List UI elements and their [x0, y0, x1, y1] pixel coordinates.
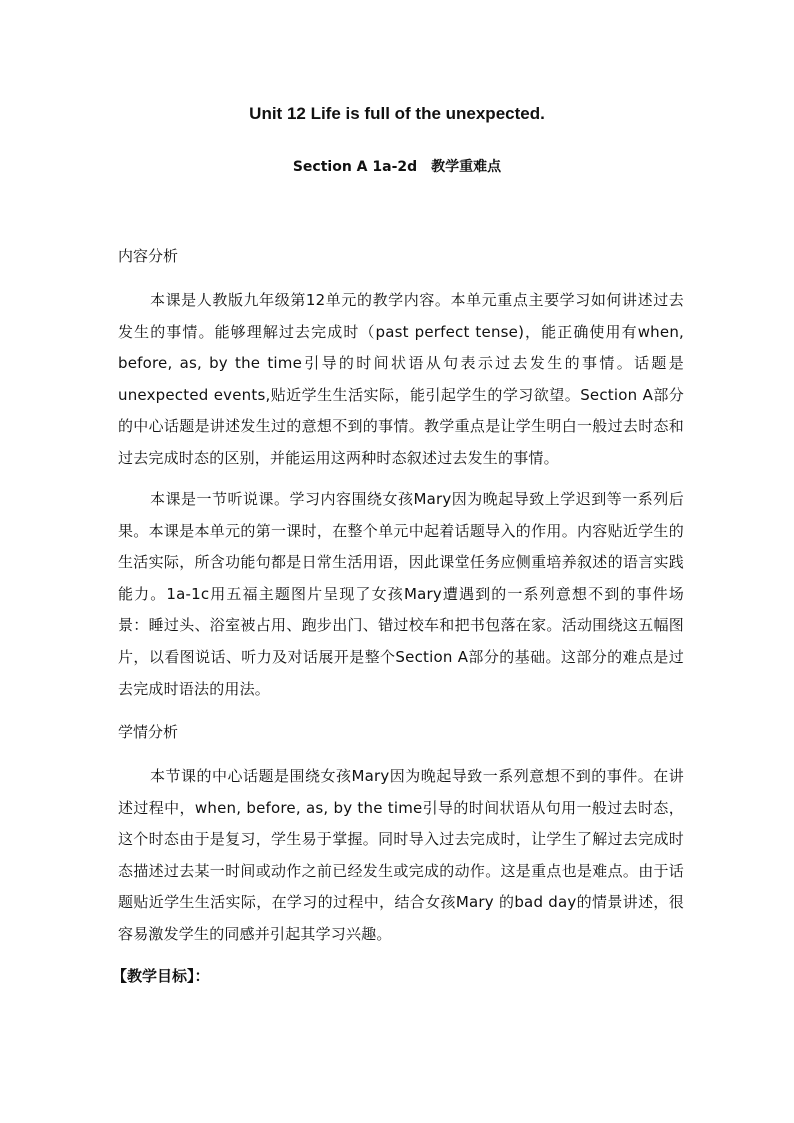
section-heading-student-analysis: 学情分析 [118, 723, 179, 741]
section-heading-content-analysis: 内容分析 [118, 247, 179, 265]
teaching-goals-heading: 【教学目标】： [112, 967, 210, 985]
paragraph-content-analysis-2: 本课是一节听说课。学习内容围绕女孩Mary因为晚起导致上学迟到等一系列后果。本课是本单元的第一课时，在整个单元中起着话题导入的作用。内容贴近学生的生活实际，所含功能句都是日常生活用语，因此课堂任务应侧重培养叙述的语言实践能力。1a-1c用五福主题图片呈现了女孩Mary遭遇到的一系列意想不到的事件场景：睡过头、浴室被占用、跑步出门、错过校车和把书包落在家。活动围绕这五幅图片，以看图说话、听力及对话展开是整个Section A部分的基础。这部分的难点是过去完成时语法的用法。 [118, 490, 684, 698]
document-title: Unit 12 Life is full of the unexpected. [249, 104, 545, 123]
document-subtitle: Section A 1a-2d 教学重难点 [292, 159, 502, 175]
paragraph-student-analysis-1: 本节课的中心话题是围绕女孩Mary因为晚起导致一系列意想不到的事件。在讲述过程中，when, before, as, by the time引导的时间状语从句用一般过去时态，这个时态由于是复习，学生易于掌握。同时导入过去完成时，让学生了解过去完成时态描述过去某一时间或动作之前已经发生或完成的动作。这是重点也是难点。由于话题贴近学生生活实际，在学习的过程中，结合女孩Mary 的bad day的情景讲述，很容易激发学生的同感并引起其学习兴趣。 [118, 767, 684, 943]
paragraph-content-analysis-1: 本课是人教版九年级第12单元的教学内容。本单元重点主要学习如何讲述过去发生的事情。能够理解过去完成时（past perfect tense)，能正确使用有when, before, as, by the time引导的时间状语从句表示过去发生的事情。话题是unexpected events,贴近学生生活实际，能引起学生的学习欲望。Section A部分的中心话题是讲述发生过的意想不到的事情。教学重点是让学生明白一般过去时态和过去完成时态的区别，并能运用这两种时态叙述过去发生的事情。 [118, 291, 684, 467]
